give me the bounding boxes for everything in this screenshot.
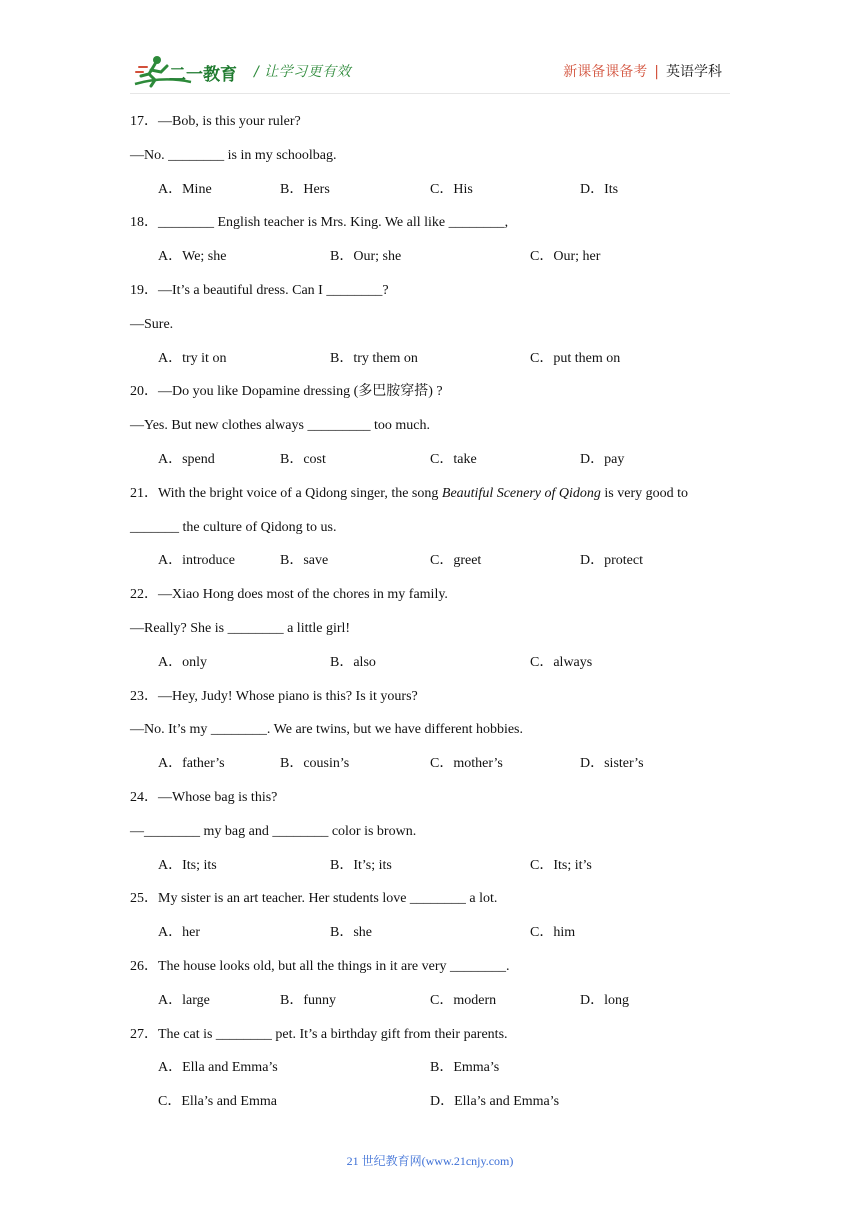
question-options xyxy=(130,1054,740,1088)
question-stem: 17．—Bob, is this your ruler? xyxy=(130,114,301,129)
question-stem: 27．The cat is ________ pet. It’s a birthday gift from their parents. xyxy=(130,1026,508,1042)
option-d: D．sister’s xyxy=(580,756,644,772)
option-a: A．Its; its xyxy=(158,857,217,873)
question-sub: _______ the culture of Qidong to us. xyxy=(130,519,337,535)
option-c: C．modern xyxy=(430,992,497,1008)
question-sub: —Really? She is ________ a little girl! xyxy=(130,620,351,636)
option-c: C．Our; her xyxy=(530,249,601,265)
question-stem: 24．—Whose bag is this? xyxy=(130,789,278,805)
question-stem: 19．—It’s a beautiful dress. Can I ________? xyxy=(130,282,389,298)
option-a: A．only xyxy=(158,654,207,670)
question-stem: 22．—Xiao Hong does most of the chores in my family. xyxy=(130,587,448,603)
question-stem: 23．—Hey, Judy! Whose piano is this? Is it yours? xyxy=(130,688,418,704)
option-c: C．Ella’s and Emma xyxy=(158,1094,277,1110)
option-a: A．We; she xyxy=(158,249,227,265)
option-d: D．Ella’s and Emma’s xyxy=(430,1094,560,1110)
option-d: D．long xyxy=(580,992,629,1008)
question-sub: —Sure. xyxy=(130,316,174,332)
question-options xyxy=(130,919,740,953)
option-a: A．spend xyxy=(158,451,215,467)
question-options xyxy=(130,345,740,379)
option-a: A．large xyxy=(158,992,210,1008)
question-options xyxy=(130,649,740,683)
header-divider xyxy=(130,93,730,94)
option-b: B．also xyxy=(330,654,376,670)
question-sub: —________ my bag and ________ color is brown. xyxy=(130,823,417,839)
question-stem xyxy=(130,480,740,514)
question-stem: 20．—Do you like Dopamine dressing (多巴胺穿搭) ? xyxy=(130,384,443,400)
header-tag: 新课备课备考 xyxy=(563,64,648,80)
option-c: C．him xyxy=(530,925,576,941)
question-sub: —No. It’s my ________. We are twins, but we have different hobbies. xyxy=(130,722,524,738)
option-b: B．Emma’s xyxy=(430,1060,500,1076)
option-d: D．Its xyxy=(580,181,619,197)
option-b: B．save xyxy=(280,553,329,569)
stem-text: 21．With the bright voice of a Qidong singer, the song xyxy=(130,485,442,501)
question-stem: 18．________ English teacher is Mrs. King. We all like ________, xyxy=(130,215,509,231)
option-c: C．mother’s xyxy=(430,756,503,772)
question-options xyxy=(130,852,740,886)
option-a: A．try it on xyxy=(158,350,227,366)
option-c: C．always xyxy=(530,654,593,670)
option-b: B．cousin’s xyxy=(280,756,350,772)
option-a: A．Ella and Emma’s xyxy=(158,1060,278,1076)
option-d: D．pay xyxy=(580,451,625,467)
option-b: B．she xyxy=(330,925,372,941)
page-footer: 21 世纪教育网(www.21cnjy.com) xyxy=(346,1154,514,1168)
option-c: C．greet xyxy=(430,553,482,569)
option-b: B．cost xyxy=(280,451,326,467)
question-stem: 25．My sister is an art teacher. Her students love ________ a lot. xyxy=(130,891,498,907)
question-sub: —Yes. But new clothes always _________ too much. xyxy=(130,418,430,434)
header-subject: 英语学科 xyxy=(666,64,722,80)
page-header xyxy=(0,0,860,100)
option-a: A．Mine xyxy=(158,181,212,197)
logo-icon xyxy=(133,54,249,90)
question-options xyxy=(130,750,740,784)
song-title: Beautiful Scenery of Qidong xyxy=(441,485,601,501)
header-slogan: / 让学习更有效 xyxy=(254,64,352,80)
stem-text: is very good to xyxy=(600,485,689,501)
option-d: D．protect xyxy=(580,553,643,569)
option-b: B．Hers xyxy=(280,181,330,197)
header-right xyxy=(563,61,722,81)
option-c: C．His xyxy=(430,181,473,197)
question-options xyxy=(130,987,740,1021)
option-b: B．try them on xyxy=(330,350,418,366)
header-separator: | xyxy=(654,64,659,80)
option-b: B．funny xyxy=(280,992,336,1008)
option-c: C．Its; it’s xyxy=(530,857,592,873)
svg-text:二一教育: 二一教育 xyxy=(169,65,237,85)
option-b: B．Our; she xyxy=(330,249,402,265)
option-a: A．her xyxy=(158,925,200,941)
question-options xyxy=(130,243,740,277)
question-list xyxy=(130,108,740,1122)
question-options xyxy=(130,547,740,581)
question-stem: 26．The house looks old, but all the things in it are very ________. xyxy=(130,958,510,974)
option-b: B．It’s; its xyxy=(330,857,392,873)
question-options xyxy=(130,1088,740,1122)
question-options xyxy=(130,176,740,210)
option-a: A．father’s xyxy=(158,756,225,772)
question-options xyxy=(130,446,740,480)
option-c: C．take xyxy=(430,451,477,467)
option-c: C．put them on xyxy=(530,350,621,366)
question-sub: —No. ________ is in my schoolbag. xyxy=(130,147,337,163)
option-a: A．introduce xyxy=(158,553,235,569)
